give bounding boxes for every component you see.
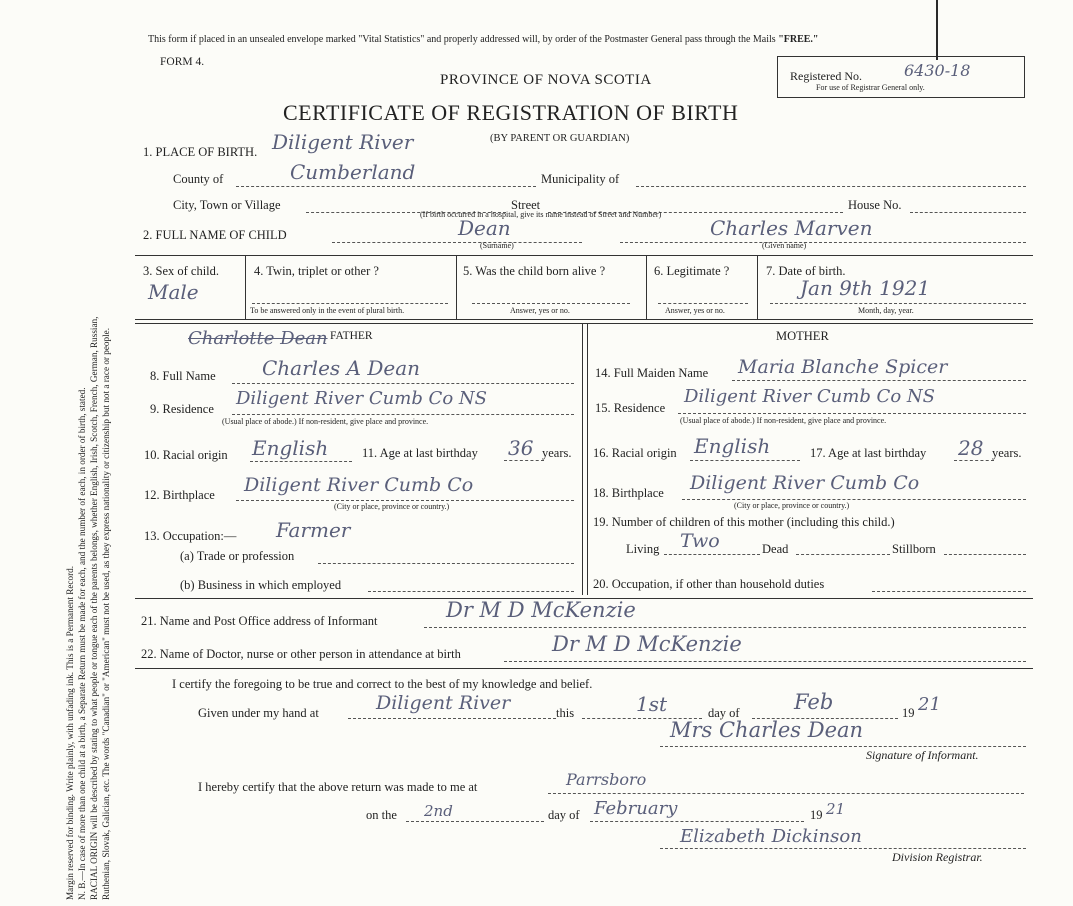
certificate-title: CERTIFICATE OF REGISTRATION OF BIRTH [283,100,739,125]
given-place-line [348,718,556,719]
registrar-month-value: February [594,798,678,819]
father-residence-line [232,414,574,415]
date-line [770,303,1026,304]
postal-notice [148,34,818,45]
mother-children-label: 19. Number of children of this mother (including this child.) [593,515,895,529]
doctor-value: Dr M D McKenzie [552,632,742,656]
date-value: Jan 9th 1921 [800,276,931,300]
sex-value: Male [148,280,199,304]
province-heading: PROVINCE OF NOVA SCOTIA [440,72,652,88]
date-note: Month, day, year. [858,306,914,315]
rule-col1 [245,255,246,319]
twin-line [252,303,448,304]
business-line [368,591,574,592]
rule-row3-top [135,255,1033,256]
father-struck-name: Charlotte Dean [188,328,328,349]
mother-name-line [732,380,1026,381]
dead-line [796,554,890,555]
margin-line-1: Margin reserved for binding. Write plainly, with unfading ink. This is a Permanent Record. [65,565,75,900]
mother-name-label: 14. Full Maiden Name [595,366,709,380]
informant-signature: Mrs Charles Dean [670,718,864,742]
county-label: County of [173,172,224,186]
registrar-place-line [548,793,1024,794]
free-stamp: "FREE." [778,34,819,45]
alive-label: 5. Was the child born alive ? [463,264,606,278]
mother-racial-value: English [694,434,771,458]
margin-instructions [64,10,112,900]
twin-label: 4. Twin, triplet or other ? [254,264,379,278]
registrar-only-note: For use of Registrar General only. [816,83,925,92]
alive-line [472,303,630,304]
registrar-text: I hereby certify that the above return was made to me at [198,780,478,794]
given-line [620,242,1026,243]
father-occupation-value: Farmer [276,518,351,542]
given-year-prefix: 19 [902,706,915,720]
dead-label: Dead [762,542,789,556]
child-name-label: 2. FULL NAME OF CHILD [143,228,287,242]
rule-certify-top [135,668,1033,669]
given-place-value: Diligent River [376,692,511,714]
binding-margin [0,0,140,906]
mother-name-value: Maria Blanche Spicer [738,356,948,378]
division-registrar-label: Division Registrar. [892,850,983,864]
margin-line-4: Ruthenian, Slovak, Galician, etc. The words "Canadian" or "American" must not be used, as they express nationality or citizenship but not a race or people. [101,327,111,900]
surname-line [332,242,582,243]
registrar-day-of-label: day of [548,808,580,822]
rule-row3-bottom [135,319,1033,320]
father-name-label: 8. Full Name [150,369,216,383]
registrar-signature: Elizabeth Dickinson [680,826,862,847]
margin-line-2: N. B.—In case of more than one child at a birth, a Separate Return must be made for each, and the number of each, in order of birth, stated. [77,387,87,900]
certify-text: I certify the foregoing to be true and correct to the best of my knowledge and belief. [172,677,593,691]
form-number: FORM 4. [160,56,205,68]
doctor-line [504,661,1026,662]
rule-col4 [757,255,758,319]
mother-residence-label: 15. Residence [595,401,666,415]
father-occupation-label: 13. Occupation:— [144,529,237,543]
house-line [910,212,1026,213]
county-line [236,186,536,187]
registered-number-value: 6430-18 [904,61,971,80]
living-line [664,554,760,555]
mother-occupation-line [872,591,1026,592]
mother-residence-line [678,413,1026,414]
house-label: House No. [848,198,902,212]
father-birthplace-note: (City or place, province or country.) [334,502,450,511]
father-residence-label: 9. Residence [150,402,214,416]
date-label: 7. Date of birth. [766,264,846,278]
pen-mark [936,0,938,60]
place-of-birth-label: 1. PLACE OF BIRTH. [143,145,258,159]
rule-col2 [456,255,457,319]
registrar-day-line [406,821,544,822]
mother-age-value: 28 [958,436,984,460]
father-birthplace-line [236,500,574,501]
rule-parents-divider [582,323,583,595]
registered-number-box [777,56,1025,98]
surname-note: (Surname) [480,241,514,250]
father-heading: FATHER [330,330,373,342]
mother-racial-label: 16. Racial origin [593,446,677,460]
given-year-value: 21 [918,694,941,715]
rule-col3 [646,255,647,319]
parent-guardian-note: (BY PARENT OR GUARDIAN) [490,133,630,144]
living-value: Two [680,530,720,552]
sex-label: 3. Sex of child. [143,264,220,278]
informant-value: Dr M D McKenzie [446,598,636,622]
legitimate-line [658,303,748,304]
informant-signature-label: Signature of Informant. [866,748,979,762]
city-label: City, Town or Village [173,198,281,212]
mother-birthplace-value: Diligent River Cumb Co [690,472,920,494]
registrar-year-value: 21 [826,800,846,818]
father-name-line [232,383,574,384]
registrar-place-value: Parrsboro [566,770,647,789]
father-name-value: Charles A Dean [262,356,420,380]
rule-parents-top [135,323,1033,324]
father-years: years. [542,446,572,460]
trade-label: (a) Trade or profession [180,549,295,563]
mother-age-label: 17. Age at last birthday [810,446,927,460]
informant-line [424,627,1026,628]
registrar-day-value: 2nd [424,802,453,820]
stillborn-label: Stillborn [892,542,936,556]
father-racial-label: 10. Racial origin [144,448,228,462]
given-day-of-label: day of [708,706,740,720]
hospital-note: (If birth occurred in a hospital, give its name instead of Street and Number) [420,210,662,219]
given-month-value: Feb [794,690,834,714]
father-birthplace-label: 12. Birthplace [144,488,215,502]
father-birthplace-value: Diligent River Cumb Co [244,474,474,496]
alive-note: Answer, yes or no. [510,306,570,315]
mother-age-line [954,460,994,461]
legitimate-label: 6. Legitimate ? [654,264,730,278]
mother-occupation-label: 20. Occupation, if other than household duties [593,577,825,591]
registrar-year-prefix: 19 [810,808,823,822]
legitimate-note: Answer, yes or no. [665,306,725,315]
rule-parents-divider-2 [587,323,588,595]
place-of-birth-value: Diligent River [272,130,414,154]
mother-birthplace-label: 18. Birthplace [593,486,664,500]
informant-signature-line [660,746,1026,747]
this-label: this [556,706,575,720]
given-day-value: 1st [636,692,668,716]
registrar-on-label: on the [366,808,397,822]
mother-years: years. [992,446,1022,460]
father-residence-note: (Usual place of abode.) If non-resident, give place and province. [222,417,429,426]
child-given-value: Charles Marven [710,216,873,240]
given-note: (Given name) [762,241,807,250]
trade-line [318,563,574,564]
mother-residence-note: (Usual place of abode.) If non-resident, give place and province. [680,416,887,425]
living-label: Living [626,542,660,556]
informant-label: 21. Name and Post Office address of Informant [141,614,378,628]
doctor-label: 22. Name of Doctor, nurse or other person in attendance at birth [141,647,461,661]
father-residence-value: Diligent River Cumb Co NS [236,388,487,409]
margin-line-3: RACIAL ORIGIN will be described by stating to what people or tongue each of the parents belongs, whether English, Irish, Scotch, French, German, Russian, [89,316,99,900]
mother-residence-value: Diligent River Cumb Co NS [684,386,935,407]
mother-racial-line [690,460,800,461]
mother-heading: MOTHER [776,329,829,343]
twin-note: To be answered only in the event of plural birth. [250,306,405,315]
registered-label: Registered No. [790,69,862,83]
county-value: Cumberland [290,160,416,184]
postal-notice-text: This form if placed in an unsealed envelope marked "Vital Statistics" and properly addressed will, by order of the Postmaster General pass through the Mails [148,34,776,45]
child-surname-value: Dean [458,216,511,240]
business-label: (b) Business in which employed [180,578,342,592]
municipality-line [636,186,1026,187]
given-under-label: Given under my hand at [198,706,319,720]
municipality-label: Municipality of [541,172,620,186]
mother-birthplace-line [682,499,1026,500]
father-age-line [504,460,544,461]
father-age-value: 36 [508,436,534,460]
father-age-label: 11. Age at last birthday [362,446,478,460]
mother-birthplace-note: (City or place, province or country.) [734,501,850,510]
stillborn-line [944,554,1026,555]
registrar-signature-line [660,848,1026,849]
registrar-month-line [590,821,804,822]
father-racial-line [250,461,352,462]
street-label: Street [511,198,541,212]
father-racial-value: English [252,436,329,460]
